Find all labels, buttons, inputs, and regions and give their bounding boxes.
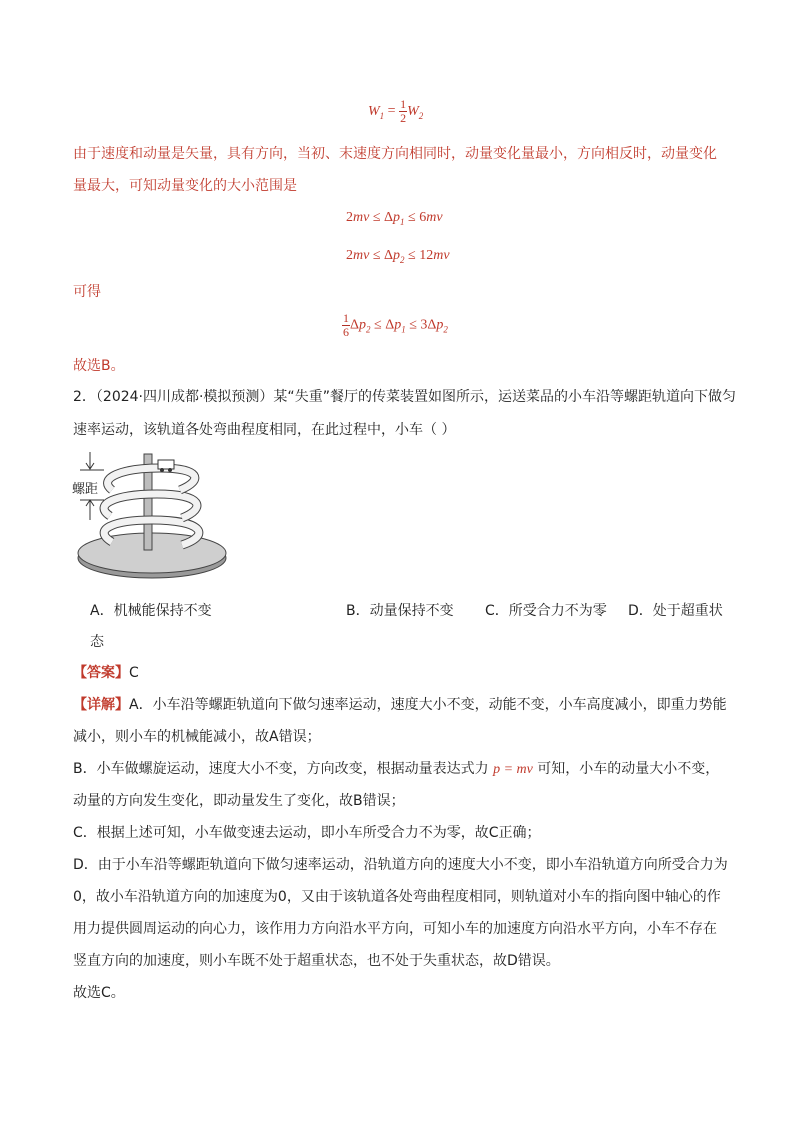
pitch-label: 螺距 (72, 478, 98, 497)
detail-line (73, 759, 719, 780)
option-d-wrap: 态 (90, 634, 104, 650)
choose-b-text: 故选B。 (73, 358, 125, 374)
detail-line (73, 695, 727, 715)
detail-line: 竖直方向的加速度，则小车既不处于超重状态，也不处于失重状态，故D错误。 (73, 953, 560, 969)
detail-label: 【详解】 (73, 697, 129, 713)
paragraph-line: 由于速度和动量是矢量，具有方向，当初、末速度方向相同时，动量变化量最小，方向相反时，动量变化 (73, 146, 717, 162)
equation-p2: $2mv \le \Delta p_2 \le 12mv$ (346, 248, 450, 265)
detail-line: 动量的方向发生变化，即动量发生了变化，故B错误； (73, 793, 405, 809)
spiral-track-figure (72, 450, 232, 585)
spiral-track-illustration (72, 450, 232, 585)
option-c[interactable] (485, 600, 607, 620)
detail-line: 用力提供圆周运动的向心力，该作用力方向沿水平方向，可知小车的加速度方向沿水平方向，小车不存在 (73, 921, 717, 937)
detail-text: A．小车沿等螺距轨道向下做匀速率运动，速度大小不变，动能不变，小车高度减小，即重力势能 (129, 697, 727, 713)
choose-c-text: 故选C。 (73, 985, 125, 1001)
answer-value: C (129, 665, 139, 681)
option-text: 动量保持不变 (369, 603, 454, 619)
option-letter: C． (485, 603, 509, 619)
detail-line: D．由于小车沿等螺距轨道向下做匀速率运动，沿轨道方向的速度大小不变，即小车沿轨道方向所受合力为 (73, 857, 728, 873)
question-line: 2．（2024·四川成都·模拟预测）某“失重”餐厅的传菜装置如图所示，运送菜品的小车沿等螺距轨道向下做匀 (73, 389, 736, 405)
equation-w: $W_1$ = $\frac{1}{2}$ $W_2$ (368, 97, 424, 125)
option-a[interactable] (90, 600, 212, 620)
option-d[interactable] (628, 600, 723, 620)
equation-final: $\frac{1}{6}$ $\Delta p_2 \le \Delta p_1 \le 3\Delta p_2$ (343, 311, 448, 339)
question-line: 速率运动，该轨道各处弯曲程度相同，在此过程中，小车（ ） (73, 422, 456, 438)
option-letter: D． (628, 603, 653, 619)
detail-text: 可知，小车的动量大小不变， (537, 761, 720, 777)
detail-line: 0，故小车沿轨道方向的加速度为0，又由于该轨道各处弯曲程度相同，则轨道对小车的指向图中轴心的作 (73, 889, 721, 905)
option-text: 处于超重状 (652, 603, 723, 619)
option-letter: A． (90, 603, 114, 619)
answer-label: 【答案】 (73, 665, 129, 681)
kede-text: 可得 (73, 284, 101, 300)
equation-p1: $2mv \le \Delta p_1 \le 6mv$ (346, 210, 443, 227)
detail-line: C．根据上述可知，小车做变速去运动，即小车所受合力不为零，故C正确； (73, 825, 541, 841)
paragraph-line: 量最大，可知动量变化的大小范围是 (73, 178, 297, 194)
detail-text: B．小车做螺旋运动，速度大小不变，方向改变，根据动量表达式力 (73, 761, 489, 777)
option-b[interactable] (346, 600, 454, 620)
answer-line (73, 663, 139, 683)
option-letter: B． (346, 603, 370, 619)
detail-line: 减小，则小车的机械能减小，故A错误； (73, 729, 321, 745)
option-text: 所受合力不为零 (508, 603, 607, 619)
momentum-formula: p = mv (493, 762, 533, 777)
option-text: 机械能保持不变 (113, 603, 212, 619)
